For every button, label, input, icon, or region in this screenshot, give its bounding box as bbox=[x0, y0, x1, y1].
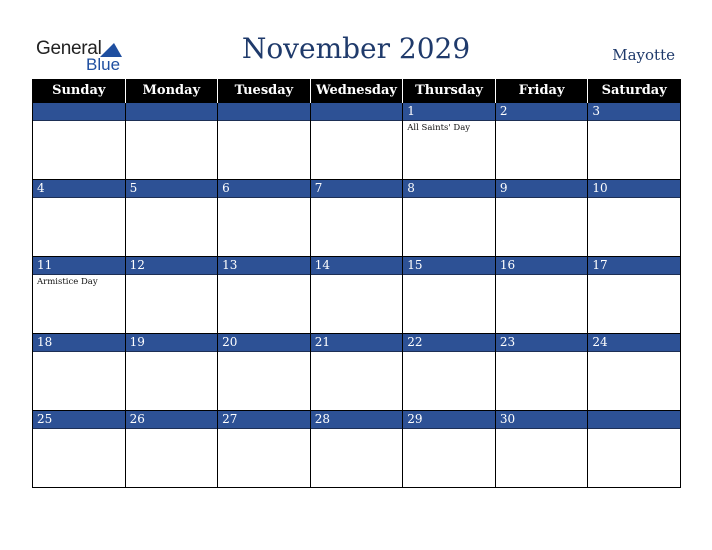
day-number: 27 bbox=[218, 411, 310, 429]
logo-word-blue: Blue bbox=[86, 55, 121, 74]
weekday-header: Sunday bbox=[33, 79, 126, 103]
country-label: Mayotte bbox=[612, 46, 675, 64]
day-number bbox=[588, 411, 680, 429]
holiday-label: All Saints' Day bbox=[407, 123, 471, 133]
day-number bbox=[311, 103, 403, 121]
day-number: 26 bbox=[126, 411, 218, 429]
day-cell bbox=[310, 103, 403, 180]
day-cell bbox=[310, 334, 403, 411]
weekday-header: Friday bbox=[495, 79, 588, 103]
day-number: 2 bbox=[496, 103, 588, 121]
day-number: 14 bbox=[311, 257, 403, 275]
day-number: 30 bbox=[496, 411, 588, 429]
day-cell bbox=[218, 103, 311, 180]
day-cell bbox=[495, 334, 588, 411]
weekday-header: Wednesday bbox=[310, 79, 403, 103]
logo-word-general: General bbox=[36, 38, 102, 59]
day-cell bbox=[33, 180, 126, 257]
week-row bbox=[33, 180, 681, 257]
day-cell bbox=[125, 334, 218, 411]
day-cell bbox=[218, 411, 311, 488]
day-number: 6 bbox=[218, 180, 310, 198]
day-number: 28 bbox=[311, 411, 403, 429]
day-number: 4 bbox=[33, 180, 125, 198]
day-cell bbox=[310, 257, 403, 334]
day-number: 17 bbox=[588, 257, 680, 275]
day-cell bbox=[588, 257, 681, 334]
day-cell bbox=[33, 257, 126, 334]
day-cell bbox=[495, 257, 588, 334]
day-number: 3 bbox=[588, 103, 680, 121]
day-cell bbox=[588, 103, 681, 180]
day-number bbox=[126, 103, 218, 121]
day-number: 19 bbox=[126, 334, 218, 352]
day-cell bbox=[218, 334, 311, 411]
day-number: 11 bbox=[33, 257, 125, 275]
week-row bbox=[33, 257, 681, 334]
day-cell bbox=[33, 334, 126, 411]
day-cell bbox=[588, 411, 681, 488]
day-number: 20 bbox=[218, 334, 310, 352]
day-number: 13 bbox=[218, 257, 310, 275]
day-number: 22 bbox=[403, 334, 495, 352]
day-cell bbox=[495, 180, 588, 257]
week-row bbox=[33, 103, 681, 180]
week-row bbox=[33, 334, 681, 411]
day-cell bbox=[310, 180, 403, 257]
day-number: 21 bbox=[311, 334, 403, 352]
weekday-header: Monday bbox=[125, 79, 218, 103]
day-number: 15 bbox=[403, 257, 495, 275]
day-cell bbox=[588, 334, 681, 411]
day-number: 16 bbox=[496, 257, 588, 275]
day-number: 18 bbox=[33, 334, 125, 352]
calendar-grid bbox=[32, 79, 681, 488]
day-cell bbox=[218, 180, 311, 257]
day-cell bbox=[495, 103, 588, 180]
page-title: November 2029 bbox=[241, 32, 471, 65]
day-number: 1 bbox=[403, 103, 495, 121]
holiday-label: Armistice Day bbox=[37, 277, 98, 287]
day-cell bbox=[403, 411, 496, 488]
day-number: 23 bbox=[496, 334, 588, 352]
day-cell bbox=[125, 180, 218, 257]
day-cell bbox=[495, 411, 588, 488]
weekday-header: Tuesday bbox=[218, 79, 311, 103]
day-cell bbox=[125, 257, 218, 334]
day-cell bbox=[588, 180, 681, 257]
day-cell bbox=[403, 103, 496, 180]
day-cell bbox=[403, 334, 496, 411]
day-cell bbox=[403, 180, 496, 257]
day-number: 5 bbox=[126, 180, 218, 198]
day-number: 29 bbox=[403, 411, 495, 429]
day-cell bbox=[403, 257, 496, 334]
weekday-header: Thursday bbox=[403, 79, 496, 103]
day-cell bbox=[218, 257, 311, 334]
day-cell bbox=[125, 411, 218, 488]
day-number: 7 bbox=[311, 180, 403, 198]
day-cell bbox=[33, 103, 126, 180]
weekday-header: Saturday bbox=[588, 79, 681, 103]
day-cell bbox=[125, 103, 218, 180]
week-row bbox=[33, 411, 681, 488]
day-number: 8 bbox=[403, 180, 495, 198]
day-number: 24 bbox=[588, 334, 680, 352]
day-number bbox=[218, 103, 310, 121]
day-cell bbox=[33, 411, 126, 488]
weekday-header-row bbox=[33, 79, 681, 103]
day-number: 9 bbox=[496, 180, 588, 198]
day-number: 25 bbox=[33, 411, 125, 429]
day-number: 12 bbox=[126, 257, 218, 275]
day-number bbox=[33, 103, 125, 121]
day-cell bbox=[310, 411, 403, 488]
day-number: 10 bbox=[588, 180, 680, 198]
